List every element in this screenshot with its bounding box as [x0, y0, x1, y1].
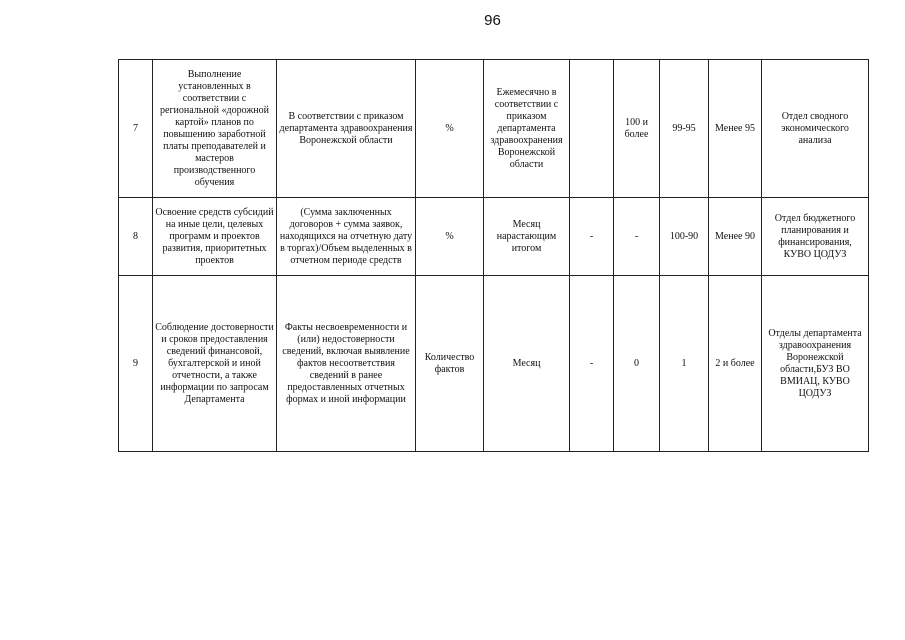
periodicity-cell: Ежемесячно в соответствии с приказом департамента здравоохранения Воронежской области: [484, 60, 570, 198]
page-number: 96: [484, 12, 501, 29]
value-cell: 99-95: [660, 60, 709, 198]
table-row: [119, 276, 869, 452]
value-cell: -: [614, 198, 660, 276]
value-cell: Менее 90: [709, 198, 762, 276]
row-number-cell: 7: [119, 60, 153, 198]
responsible-cell: Отдел бюджетного планирования и финансирования, КУВО ЦОДУЗ: [762, 198, 869, 276]
value-cell: 100 и более: [614, 60, 660, 198]
unit-cell: %: [416, 60, 484, 198]
unit-cell: %: [416, 198, 484, 276]
value-cell: -: [570, 198, 614, 276]
method-cell: В соответствии с приказом департамента здравоохранения Воронежской области: [277, 60, 416, 198]
periodicity-cell: Месяц нарастающим итогом: [484, 198, 570, 276]
value-cell: Менее 95: [709, 60, 762, 198]
indicator-cell: Соблюдение достоверности и сроков предоставления сведений финансовой, бухгалтерской и иной отчетности, а также информации по запросам Департамента: [153, 276, 277, 452]
table-row: [119, 198, 869, 276]
value-cell: [570, 60, 614, 198]
responsible-cell: Отделы департамента здравоохранения Воронежской области,БУЗ ВО ВМИАЦ, КУВО ЦОДУЗ: [762, 276, 869, 452]
value-cell: -: [570, 276, 614, 452]
value-cell: 1: [660, 276, 709, 452]
responsible-cell: Отдел сводного экономического анализа: [762, 60, 869, 198]
indicator-cell: Освоение средств субсидий на иные цели, целевых программ и проектов развития, приоритетных проектов: [153, 198, 277, 276]
row-number-cell: 9: [119, 276, 153, 452]
table-row: [119, 60, 869, 198]
method-cell: (Сумма заключенных договоров + сумма заявок, находящихся на отчетную дату в торгах)/Объем выделенных в отчетном периоде средств: [277, 198, 416, 276]
unit-cell: Количество фактов: [416, 276, 484, 452]
value-cell: 100-90: [660, 198, 709, 276]
indicators-table: [118, 59, 869, 452]
value-cell: 0: [614, 276, 660, 452]
value-cell: 2 и более: [709, 276, 762, 452]
periodicity-cell: Месяц: [484, 276, 570, 452]
row-number-cell: 8: [119, 198, 153, 276]
method-cell: Факты несвоевременности и (или) недостоверности сведений, включая выявление фактов несоответствия сведений в ранее предоставленных отчетных формах и иной информации: [277, 276, 416, 452]
indicator-cell: Выполнение установленных в соответствии с региональной «дорожной картой» планов по повышению заработной платы преподавателей и мастеров производственного обучения: [153, 60, 277, 198]
